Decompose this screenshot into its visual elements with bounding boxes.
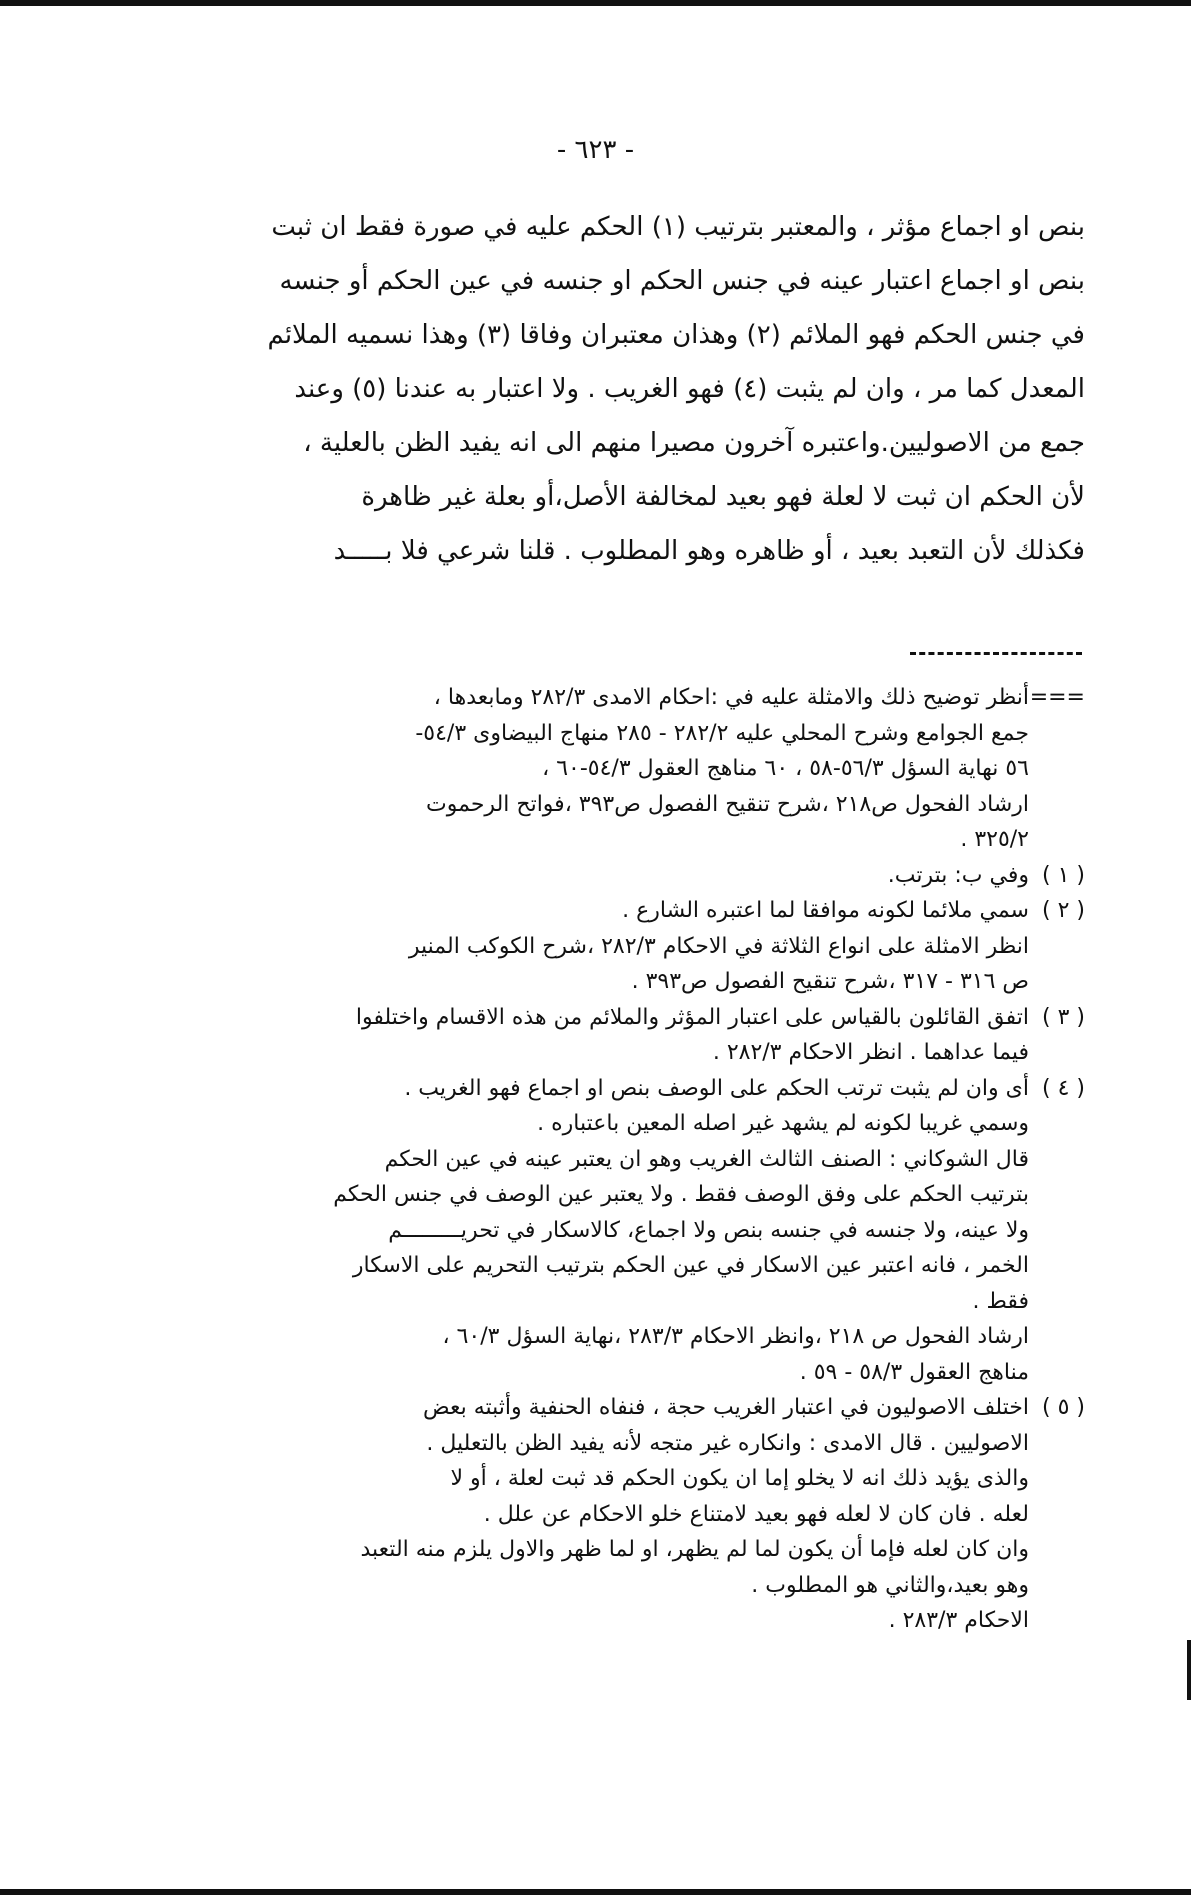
footnote-text: ٣٢٥/٢ . bbox=[960, 827, 1029, 852]
footnote-text: والذى يؤيد ذلك انه لا يخلو إما ان يكون الحكم قد ثبت لعلة ، أو لا bbox=[450, 1466, 1029, 1491]
body-line: في جنس الحكم فهو الملائم (٢) وهذان معتبران وفاقا (٣) وهذا نسميه الملائم bbox=[267, 320, 1085, 350]
footnote-line bbox=[150, 1461, 1085, 1497]
footnote-line bbox=[150, 929, 1085, 965]
footnote-marker bbox=[1029, 1497, 1085, 1533]
footnote-line bbox=[150, 787, 1085, 823]
footnote-line bbox=[150, 893, 1085, 929]
footnote-marker bbox=[1029, 1355, 1085, 1391]
footnote-line bbox=[150, 1142, 1085, 1178]
footnote-marker: ( ١ ) bbox=[1042, 862, 1085, 888]
footnote-line bbox=[150, 1248, 1085, 1284]
footnote-text: أى وان لم يثبت ترتب الحكم على الوصف بنص او اجماع فهو الغريب . bbox=[404, 1075, 1029, 1101]
footnote-marker bbox=[1029, 1035, 1085, 1071]
footnote-text: فقط . bbox=[972, 1288, 1029, 1314]
footnote-line bbox=[150, 964, 1085, 1000]
footnote-line bbox=[150, 1319, 1085, 1355]
body-line: جمع من الاصوليين.واعتبره آخرون مصيرا منهم الى انه يفيد الظن بالعلية ، bbox=[303, 428, 1085, 458]
footnote-line bbox=[150, 1497, 1085, 1533]
footnote-marker bbox=[1029, 822, 1085, 858]
footnote-text: وهو بعيد،والثاني هو المطلوب . bbox=[751, 1572, 1029, 1598]
body-line: بنص او اجماع اعتبار عينه في جنس الحكم او جنسه في عين الحكم أو جنسه bbox=[279, 266, 1085, 296]
footnote-text: وان كان لعله فإما أن يكون لما لم يظهر، او لما ظهر والاول يلزم منه التعبد bbox=[360, 1537, 1029, 1562]
footnote-line bbox=[150, 1426, 1085, 1462]
bottom-scan-border bbox=[0, 1889, 1191, 1895]
footnote-line bbox=[150, 822, 1085, 858]
footnote-text: جمع الجوامع وشرح المحلي عليه ٢٨٢/٢ - ٢٨٥ منهاج البيضاوى ٥٤/٣- bbox=[415, 720, 1029, 746]
footnote-text: قال الشوكاني : الصنف الثالث الغريب وهو ان يعتبر عينه في عين الحكم bbox=[384, 1146, 1029, 1172]
footnote-marker bbox=[1029, 716, 1085, 752]
footnote-line bbox=[150, 1071, 1085, 1107]
body-line: بنص او اجماع مؤثر ، والمعتبر بترتيب (١) الحكم عليه في صورة فقط ان ثبت bbox=[271, 212, 1085, 242]
footnote-text: مناهج العقول ٥٨/٣ - ٥٩ . bbox=[799, 1359, 1029, 1385]
footnote-line bbox=[150, 680, 1085, 716]
footnote-marker bbox=[1029, 1461, 1085, 1497]
footnote-line bbox=[150, 751, 1085, 787]
footnote-text: بترتيب الحكم على وفق الوصف فقط . ولا يعتبر عين الوصف في جنس الحكم bbox=[333, 1182, 1029, 1207]
body-line: فكذلك لأن التعبد بعيد ، أو ظاهره وهو المطلوب . قلنا شرعي فلا بـــــد bbox=[333, 536, 1085, 566]
footnotes-section bbox=[150, 680, 1085, 1639]
footnote-marker bbox=[1029, 1177, 1085, 1213]
footnote-divider bbox=[910, 652, 1082, 655]
footnote-marker bbox=[1029, 1532, 1085, 1568]
footnote-text: أنظر توضيح ذلك والامثلة عليه في :احكام الامدى ٢٨٢/٣ ومابعدها ، bbox=[433, 685, 1029, 710]
footnote-line bbox=[150, 1568, 1085, 1604]
footnote-line bbox=[150, 1390, 1085, 1426]
footnote-line bbox=[150, 716, 1085, 752]
footnote-marker: ( ٣ ) bbox=[1042, 1004, 1085, 1030]
footnote-text: ولا عينه، ولا جنسه في جنسه بنص ولا اجماع، كالاسكار في تحريـــــــــم bbox=[388, 1217, 1029, 1243]
footnote-line bbox=[150, 1106, 1085, 1142]
footnote-text: ص ٣١٦ - ٣١٧ ،شرح تنقيح الفصول ص٣٩٣ . bbox=[631, 969, 1029, 994]
top-scan-border bbox=[0, 0, 1191, 6]
footnote-line bbox=[150, 1177, 1085, 1213]
footnote-marker bbox=[1029, 964, 1085, 1000]
footnote-line bbox=[150, 858, 1085, 894]
main-body-text bbox=[190, 200, 1085, 578]
footnote-marker bbox=[1029, 1284, 1085, 1320]
page-number: - ٦٢٣ - bbox=[556, 135, 635, 165]
footnote-line bbox=[150, 1035, 1085, 1071]
footnote-marker bbox=[1029, 1106, 1085, 1142]
footnote-text: ارشاد الفحول ص ٢١٨ ،وانظر الاحكام ٢٨٣/٣ ،نهاية السؤل ٦٠/٣ ، bbox=[442, 1324, 1029, 1349]
footnote-marker bbox=[1029, 1603, 1085, 1639]
footnote-marker bbox=[1029, 1248, 1085, 1284]
footnote-text: الاصوليين . قال الامدى : وانكاره غير متجه لأنه يفيد الظن بالتعليل . bbox=[426, 1430, 1029, 1456]
footnote-text: وفي ب: بترتب. bbox=[887, 862, 1029, 888]
footnote-marker bbox=[1029, 929, 1085, 965]
footnote-marker: ( ٥ ) bbox=[1042, 1395, 1085, 1420]
footnote-text: ارشاد الفحول ص٢١٨ ،شرح تنقيح الفصول ص٣٩٣ ،فواتح الرحموت bbox=[426, 791, 1029, 817]
footnote-line bbox=[150, 1213, 1085, 1249]
footnote-line bbox=[150, 1532, 1085, 1568]
footnote-text: الاحكام ٢٨٣/٣ . bbox=[888, 1608, 1029, 1633]
footnote-text: الخمر ، فانه اعتبر عين الاسكار في عين الحكم بترتيب التحريم على الاسكار bbox=[352, 1253, 1029, 1278]
footnote-text: اختلف الاصوليون في اعتبار الغريب حجة ، فنفاه الحنفية وأثبته بعض bbox=[423, 1395, 1029, 1420]
footnote-marker bbox=[1029, 1142, 1085, 1178]
body-line: المعدل كما مر ، وان لم يثبت (٤) فهو الغريب . ولا اعتبار به عندنا (٥) وعند bbox=[294, 374, 1085, 404]
footnote-marker bbox=[1029, 1319, 1085, 1355]
footnote-marker bbox=[1029, 1568, 1085, 1604]
footnote-text: فيما عداهما . انظر الاحكام ٢٨٢/٣ . bbox=[712, 1040, 1029, 1065]
footnote-text: اتفق القائلون بالقياس على اعتبار المؤثر والملائم من هذه الاقسام واختلفوا bbox=[355, 1004, 1029, 1030]
footnote-text: ٥٦ نهاية السؤل ٥٦/٣-٥٨ ، ٦٠ مناهج العقول ٥٤/٣-٦٠ ، bbox=[542, 756, 1029, 781]
footnote-marker: === bbox=[1029, 685, 1085, 710]
footnote-marker bbox=[1029, 787, 1085, 823]
footnote-marker: ( ٢ ) bbox=[1042, 898, 1085, 923]
footnote-text: لعله . فان كان لا لعله فهو بعيد لامتناع خلو الاحكام عن علل . bbox=[483, 1501, 1029, 1527]
footnote-marker bbox=[1029, 1426, 1085, 1462]
footnote-line bbox=[150, 1603, 1085, 1639]
footnote-text: وسمي غريبا لكونه لم يشهد غير اصله المعين باعتباره . bbox=[537, 1111, 1029, 1136]
footnote-line bbox=[150, 1000, 1085, 1036]
footnote-marker bbox=[1029, 751, 1085, 787]
footnote-text: انظر الامثلة على انواع الثلاثة في الاحكام ٢٨٢/٣ ،شرح الكوكب المنير bbox=[408, 933, 1029, 959]
scan-edge-mark bbox=[1187, 1640, 1191, 1700]
footnote-text: سمي ملائما لكونه موافقا لما اعتبره الشارع . bbox=[622, 898, 1029, 923]
body-line: لأن الحكم ان ثبت لا لعلة فهو بعيد لمخالفة الأصل،أو بعلة غير ظاهرة bbox=[361, 482, 1085, 512]
footnote-marker: ( ٤ ) bbox=[1042, 1075, 1085, 1101]
footnote-marker bbox=[1029, 1213, 1085, 1249]
footnote-line bbox=[150, 1355, 1085, 1391]
footnote-line bbox=[150, 1284, 1085, 1320]
